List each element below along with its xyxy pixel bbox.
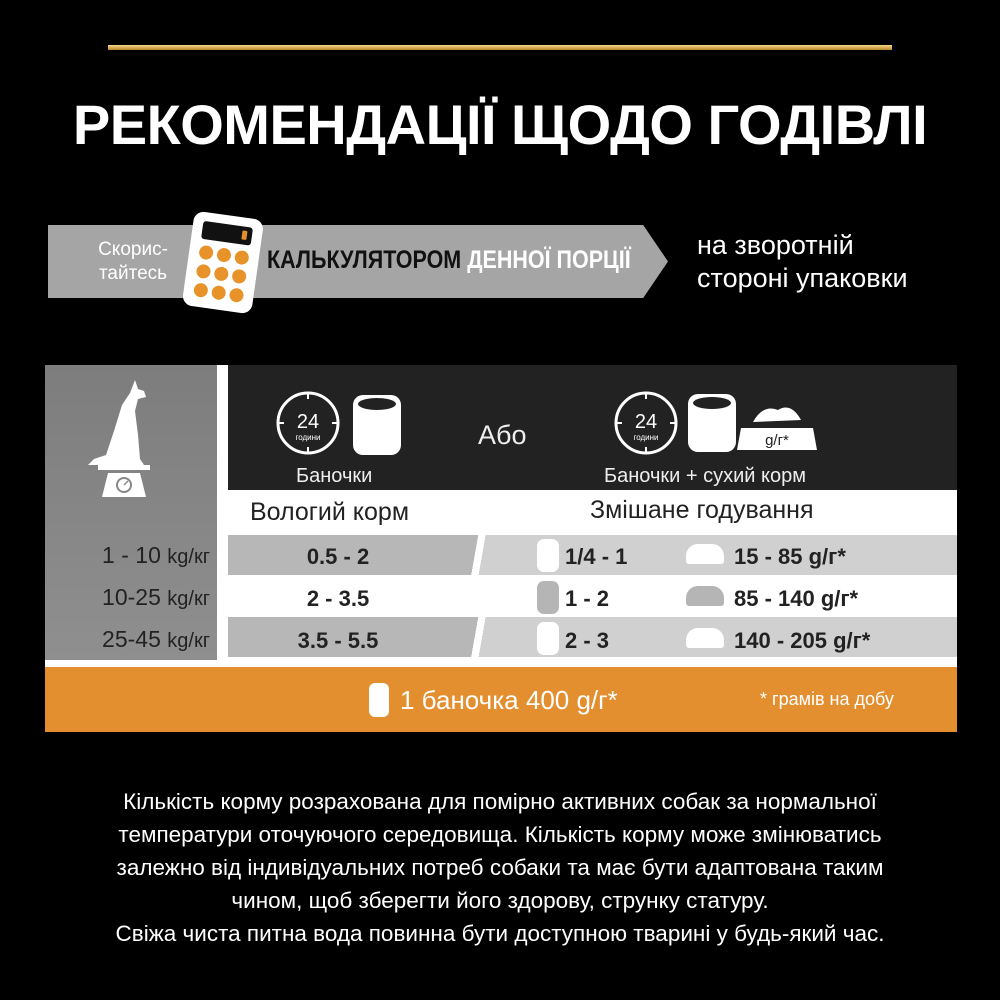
note-line: залежно від індивідуальних потреб собаки та має бути адаптована таким [116,855,884,880]
wet-amount: 2 - 3.5 [306,586,370,611]
bowl-icon [686,628,724,648]
column-wet: Вологий корм [250,498,410,526]
calc-word2: ДЕННОЇ ПОРЦІЇ [467,246,631,274]
weight-range: 25-45 kg/кг [102,626,210,652]
clock-number: 24 [296,411,320,433]
bowl-label: g/г* [765,432,789,449]
can-icon [537,539,559,572]
clock-label: години [633,433,659,442]
option-cans-label: Баночки [296,465,373,487]
cans-amount: 1/4 - 1 [565,544,628,569]
dry-amount: 15 - 85 g/г* [734,544,846,569]
calc-word1: КАЛЬКУЛЯТОРОМ [267,246,462,274]
bowl-icon [686,544,724,564]
dry-amount: 140 - 205 g/г* [734,628,871,653]
dry-amount: 85 - 140 g/г* [734,586,859,611]
wet-amount: 3.5 - 5.5 [297,628,379,653]
bowl-icon [686,586,724,606]
banner-use-text [88,238,178,286]
cans-amount: 2 - 3 [565,628,610,653]
grams-note: * грамів на добу [760,689,894,709]
wet-amount: 0.5 - 2 [306,544,370,569]
clock-number: 24 [634,411,658,433]
use-line2: тайтесь [98,263,168,284]
cans-amount: 1 - 2 [565,586,610,611]
note-line: Свіжа чиста питна вода повинна бути доступною тварині у будь-який час. [115,921,885,946]
calculator-text [267,246,631,275]
can-size-text: 1 баночка 400 g/г* [400,685,618,715]
calculator-icon [178,210,268,315]
or-label: Або [478,420,527,450]
column-mixed: Змішане годування [590,496,814,524]
note-line: Кількість корму розрахована для помірно активних собак за нормальної [123,789,877,814]
can-icon [537,581,559,614]
clock-can-bowl-icon [613,390,843,460]
dog-on-scale-icon [80,375,170,500]
option-mixed-label: Баночки + сухий корм [604,465,806,487]
weight-range: 1 - 10 kg/кг [102,542,210,568]
use-line1: Скорис- [98,239,168,260]
note-line: чином, щоб зберегти його здорову, струнку статуру. [231,888,769,913]
back-side-text [697,229,908,295]
can-icon [537,622,559,655]
can-icon [369,683,389,717]
gold-divider [108,45,892,50]
clock-24h-icon [275,390,405,460]
note-line: температури оточуючого середовища. Кількість корму може змінюватись [118,822,882,847]
back-line2: стороні упаковки [697,263,908,293]
page-title: РЕКОМЕНДАЦІЇ ЩОДО ГОДІВЛІ [72,93,928,156]
feeding-note [0,785,1000,950]
weight-range: 10-25 kg/кг [102,584,210,610]
back-line1: на зворотній [697,230,854,260]
clock-label: години [295,433,321,442]
